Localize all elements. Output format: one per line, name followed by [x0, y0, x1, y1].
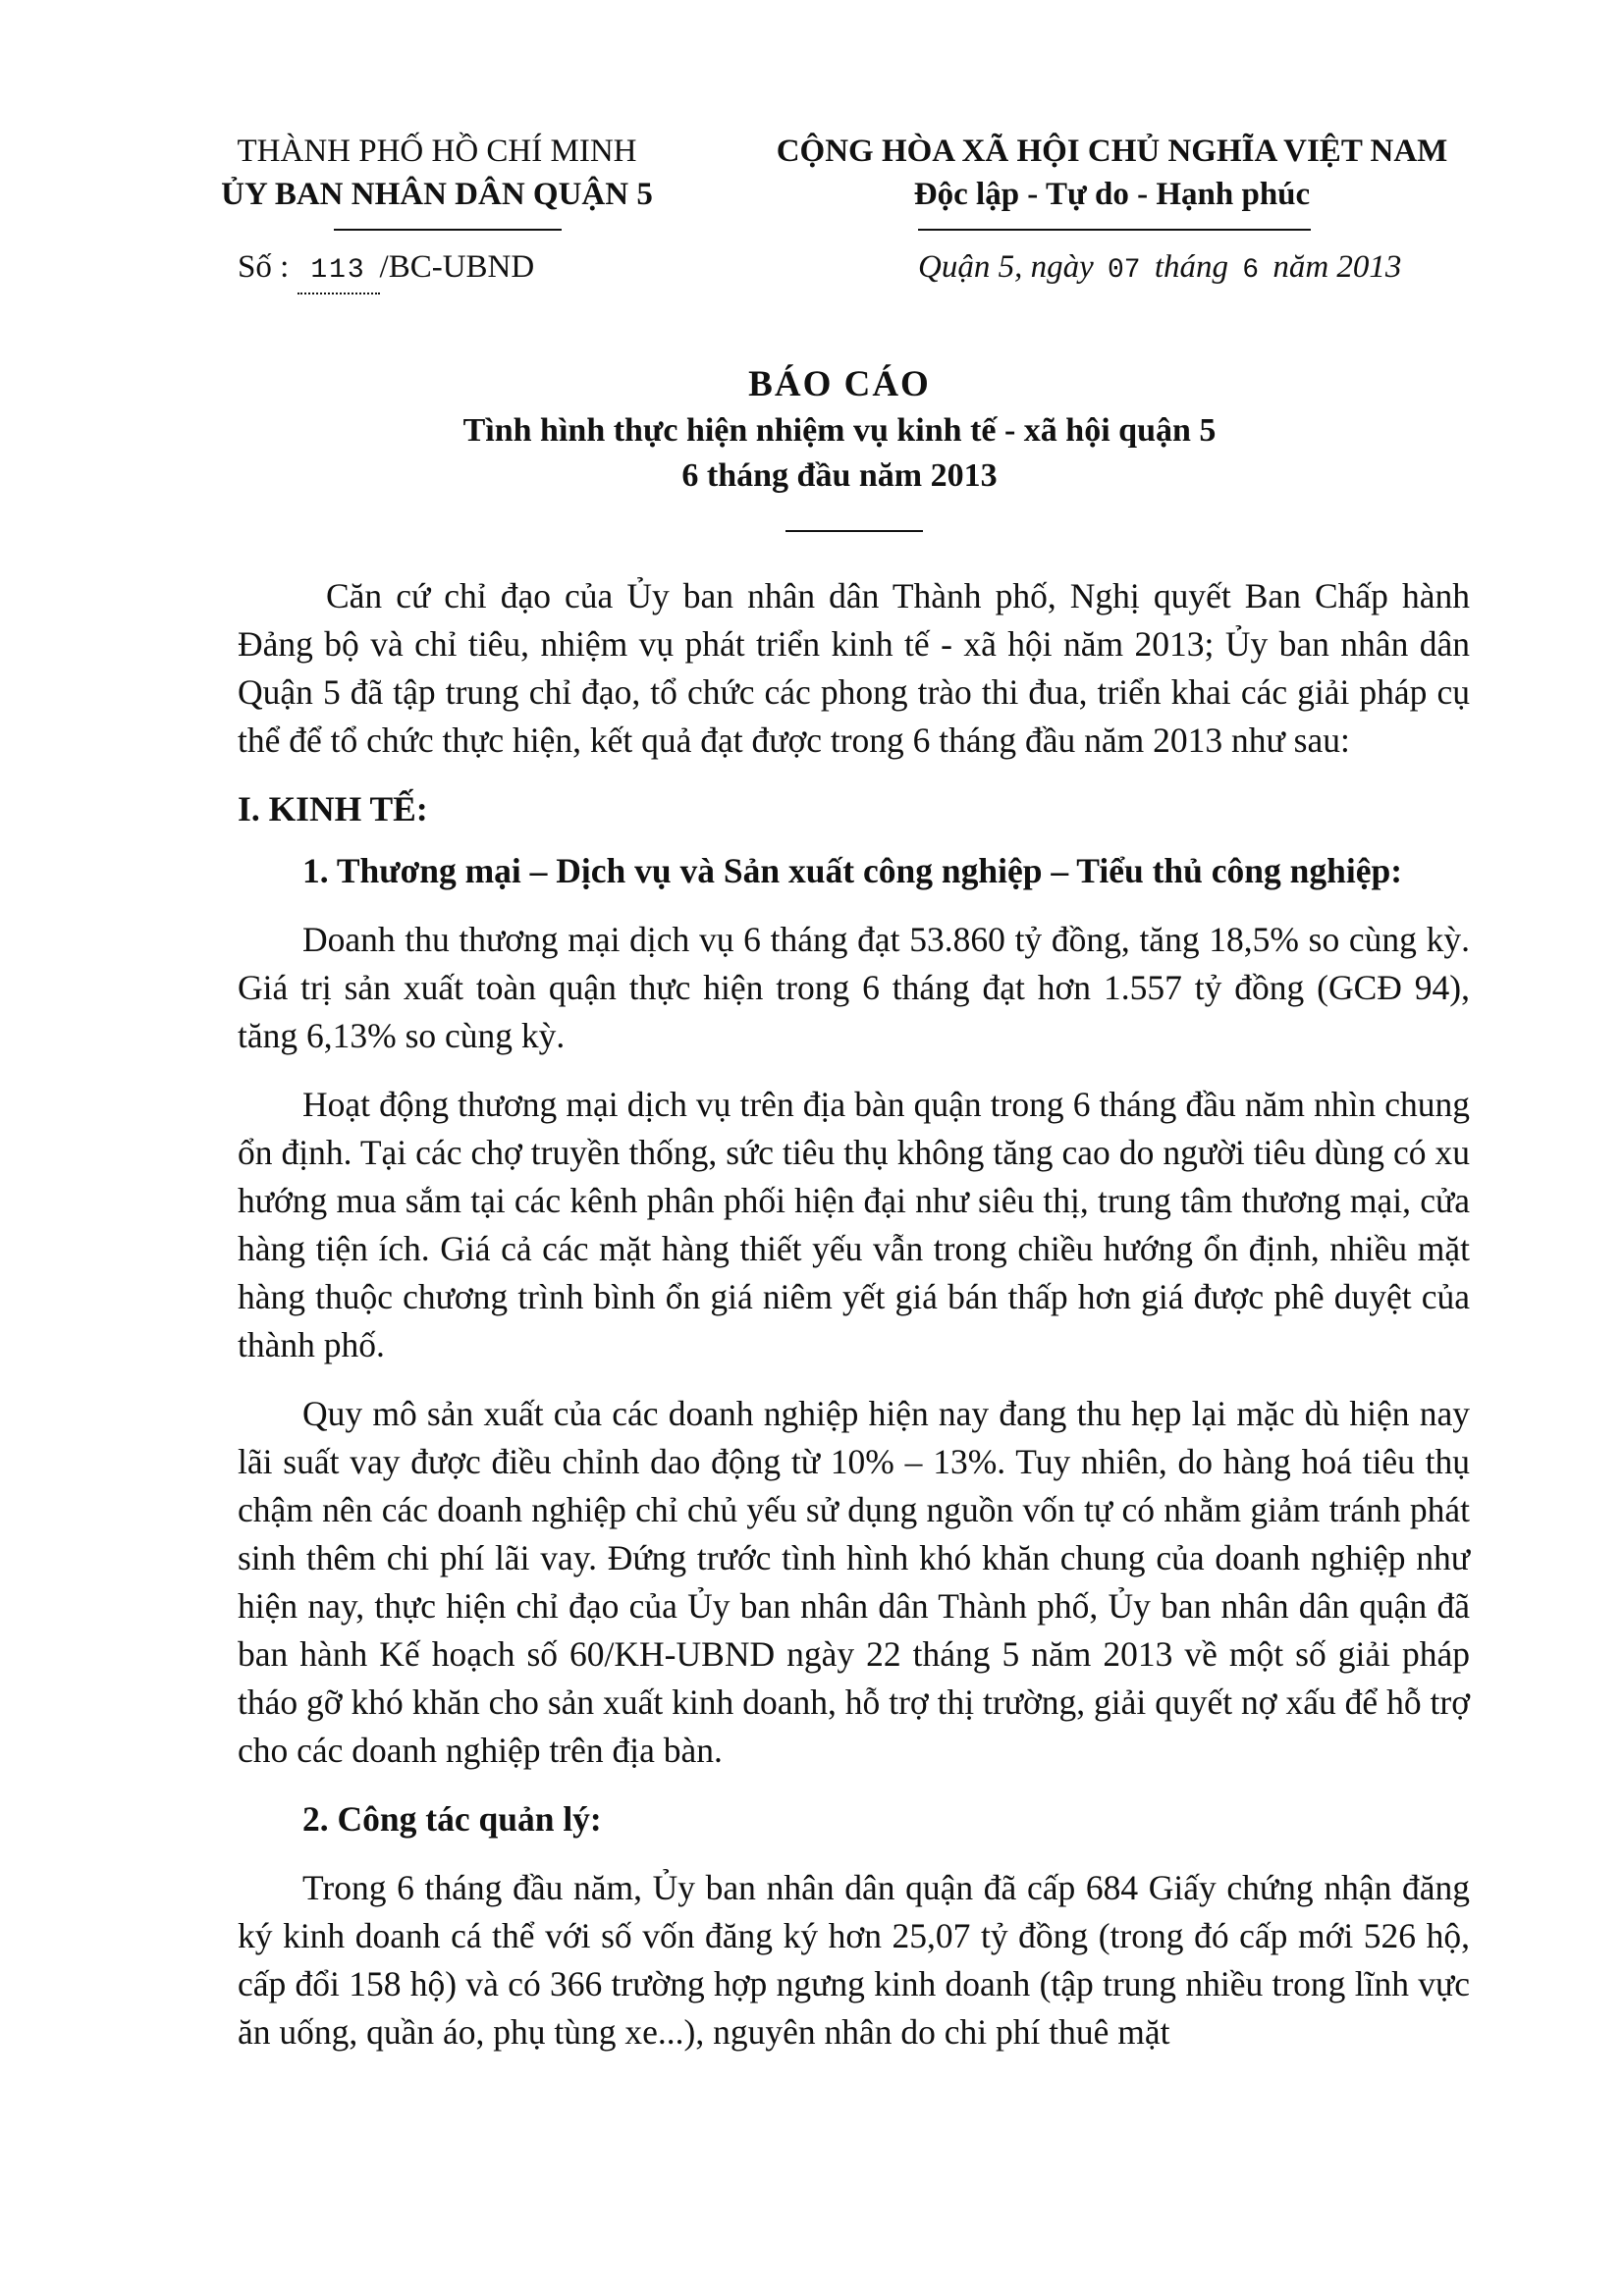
title-underline [785, 530, 923, 532]
paragraph-revenue: Doanh thu thương mại dịch vụ 6 tháng đạt 53.860 tỷ đồng, tăng 18,5% so cùng kỳ. Giá trị sản xuất toàn quận thực hiện trong 6 tháng đạt hơn 1.557 tỷ đồng (GCĐ 94), tăng 6,13% so cùng kỳ. [238, 920, 1470, 1055]
subsection-heading-management: 2. Công tác quản lý: [302, 1799, 602, 1839]
motto: Độc lập - Tự do - Hạnh phúc [913, 177, 1311, 212]
motto-underline [918, 229, 1311, 231]
paragraph-production-scale: Quy mô sản xuất của các doanh nghiệp hiện nay đang thu hẹp lại mặc dù hiện nay lãi suất vay được điều chỉnh dao động từ 10% – 13%. Tuy nhiên, do hàng hoá tiêu thụ chậm nên các doanh nghiệp chỉ chủ yếu sử dụng nguồn vốn tự có nhằm giảm tránh phát sinh thêm chi phí lãi vay. Đứng trước tình hình khó khăn chung của doanh nghiệp như hiện nay, thực hiện chỉ đạo của Ủy ban nhân dân Thành phố, Ủy ban nhân dân quận đã ban hành Kế hoạch số 60/KH-UBND ngày 22 tháng 5 năm 2013 về một số giải pháp tháo gỡ khó khăn cho sản xuất kinh doanh, hỗ trợ thị trường, giải quyết nợ xấu để hỗ trợ cho các doanh nghiệp trên địa bàn. [238, 1394, 1470, 1770]
document-number [238, 245, 534, 294]
city-name: THÀNH PHỐ HỒ CHÍ MINH [237, 133, 637, 169]
date-year: năm 2013 [1272, 249, 1402, 285]
issuer-block [201, 130, 673, 216]
report-title-period: 6 tháng đầu năm 2013 [681, 457, 998, 494]
report-title-subject: Tình hình thực hiện nhiệm vụ kinh tế - xã hội quận 5 [462, 412, 1217, 449]
document-date [918, 245, 1401, 293]
issuer-underline [334, 229, 562, 231]
paragraph-trade-activity: Hoạt động thương mại dịch vụ trên địa bàn quận trong 6 tháng đầu năm nhìn chung ổn định. Tại các chợ truyền thống, sức tiêu thụ không tăng cao do người tiêu dùng có xu hướng mua sắm tại các kênh phân phối hiện đại như siêu thị, trung tâm thương mại, cửa hàng tiện ích. Giá cả các mặt hàng thiết yếu vẫn trong chiều hướng ổn định, nhiều mặt hàng thuộc chương trình bình ổn giá niêm yết giá bán thấp hơn giá được phê duyệt của thành phố. [238, 1085, 1470, 1364]
national-motto-block [751, 130, 1473, 216]
intro-paragraph: Căn cứ chỉ đạo của Ủy ban nhân dân Thành phố, Nghị quyết Ban Chấp hành Đảng bộ và chỉ tiêu, nhiệm vụ phát triển kinh tế - xã hội năm 2013; Ủy ban nhân dân Quận 5 đã tập trung chỉ đạo, tổ chức các phong trào thi đua, triển khai các giải pháp cụ thể để tổ chức thực hiện, kết quả đạt được trong 6 tháng đầu năm 2013 như sau: [238, 576, 1470, 760]
subsection-heading-commerce: 1. Thương mại – Dịch vụ và Sản xuất công nghiệp – Tiểu thủ công nghiệp: [302, 851, 1403, 890]
date-day: 07 [1107, 255, 1141, 286]
report-body [238, 572, 1470, 2077]
issuer-name: ỦY BAN NHÂN DÂN QUẬN 5 [221, 177, 653, 212]
document-number-label: Số : [238, 249, 290, 285]
paragraph-business-registration: Trong 6 tháng đầu năm, Ủy ban nhân dân quận đã cấp 684 Giấy chứng nhận đăng ký kinh doanh cá thể với số vốn đăng ký hơn 25,07 tỷ đồng (trong đó cấp mới 526 hộ, cấp đổi 158 hộ) và có 366 trường hợp ngưng kinh doanh (tập trung nhiều trong lĩnh vực ăn uống, quần áo, phụ tùng xe...), nguyên nhân do chi phí thuê mặt [238, 1868, 1470, 2052]
document-number-suffix: /BC-UBND [379, 249, 535, 285]
date-prefix: Quận 5, ngày [918, 249, 1094, 285]
report-title [201, 361, 1478, 499]
section-heading-economy: I. KINH TẾ: [238, 789, 428, 828]
date-month: 6 [1242, 255, 1260, 286]
report-title-main: BÁO CÁO [748, 364, 931, 404]
country-name: CỘNG HÒA XÃ HỘI CHỦ NGHĨA VIỆT NAM [776, 133, 1448, 169]
document-number-value: 113 [298, 249, 380, 294]
date-month-label: tháng [1154, 249, 1229, 285]
